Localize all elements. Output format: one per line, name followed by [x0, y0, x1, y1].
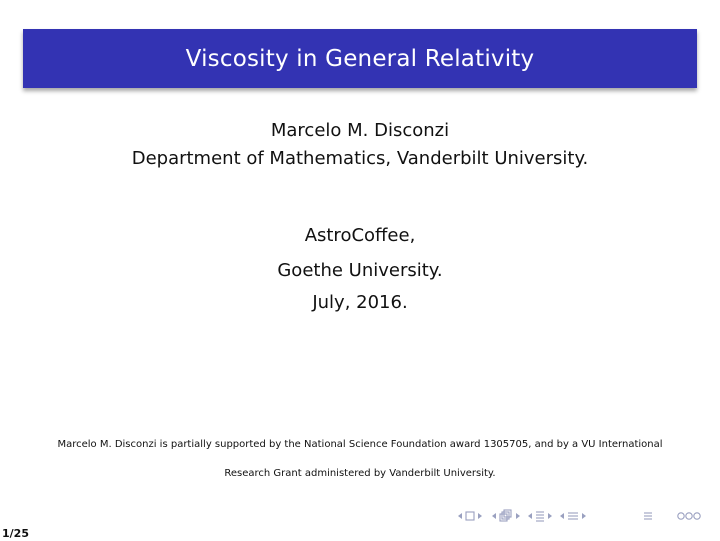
search-icon[interactable] — [678, 513, 700, 519]
section-forward-icon[interactable] — [548, 513, 552, 519]
slide-forward-icon[interactable] — [516, 513, 520, 519]
subsection-back-icon[interactable] — [560, 513, 564, 519]
slide-title: Viscosity in General Relativity — [185, 45, 535, 72]
institution: Goethe University. — [277, 260, 443, 281]
slide-back-icon[interactable] — [492, 513, 496, 519]
frame-icon — [466, 512, 474, 520]
navigation-bar — [455, 509, 711, 523]
title-bar — [23, 29, 697, 88]
align-icon[interactable] — [644, 513, 652, 519]
subsection-forward-icon[interactable] — [582, 513, 586, 519]
author-name: Marcelo M. Disconzi — [270, 120, 450, 141]
presentation-date: July, 2016. — [312, 292, 408, 313]
event-name: AstroCoffee, — [304, 225, 416, 246]
slide-icon — [500, 510, 511, 521]
section-icon — [536, 512, 544, 521]
funding-note-line-2: Research Grant administered by Vanderbilt University. — [224, 468, 496, 479]
frame-back-icon[interactable] — [458, 513, 462, 519]
page-number: 1/25 — [2, 527, 29, 540]
funding-note-line-1: Marcelo M. Disconzi is partially supported by the National Science Foundation award 1305705, and by a VU International — [57, 439, 663, 450]
section-back-icon[interactable] — [528, 513, 532, 519]
affiliation: Department of Mathematics, Vanderbilt University. — [131, 148, 589, 169]
frame-forward-icon[interactable] — [478, 513, 482, 519]
subsection-icon — [568, 513, 578, 519]
